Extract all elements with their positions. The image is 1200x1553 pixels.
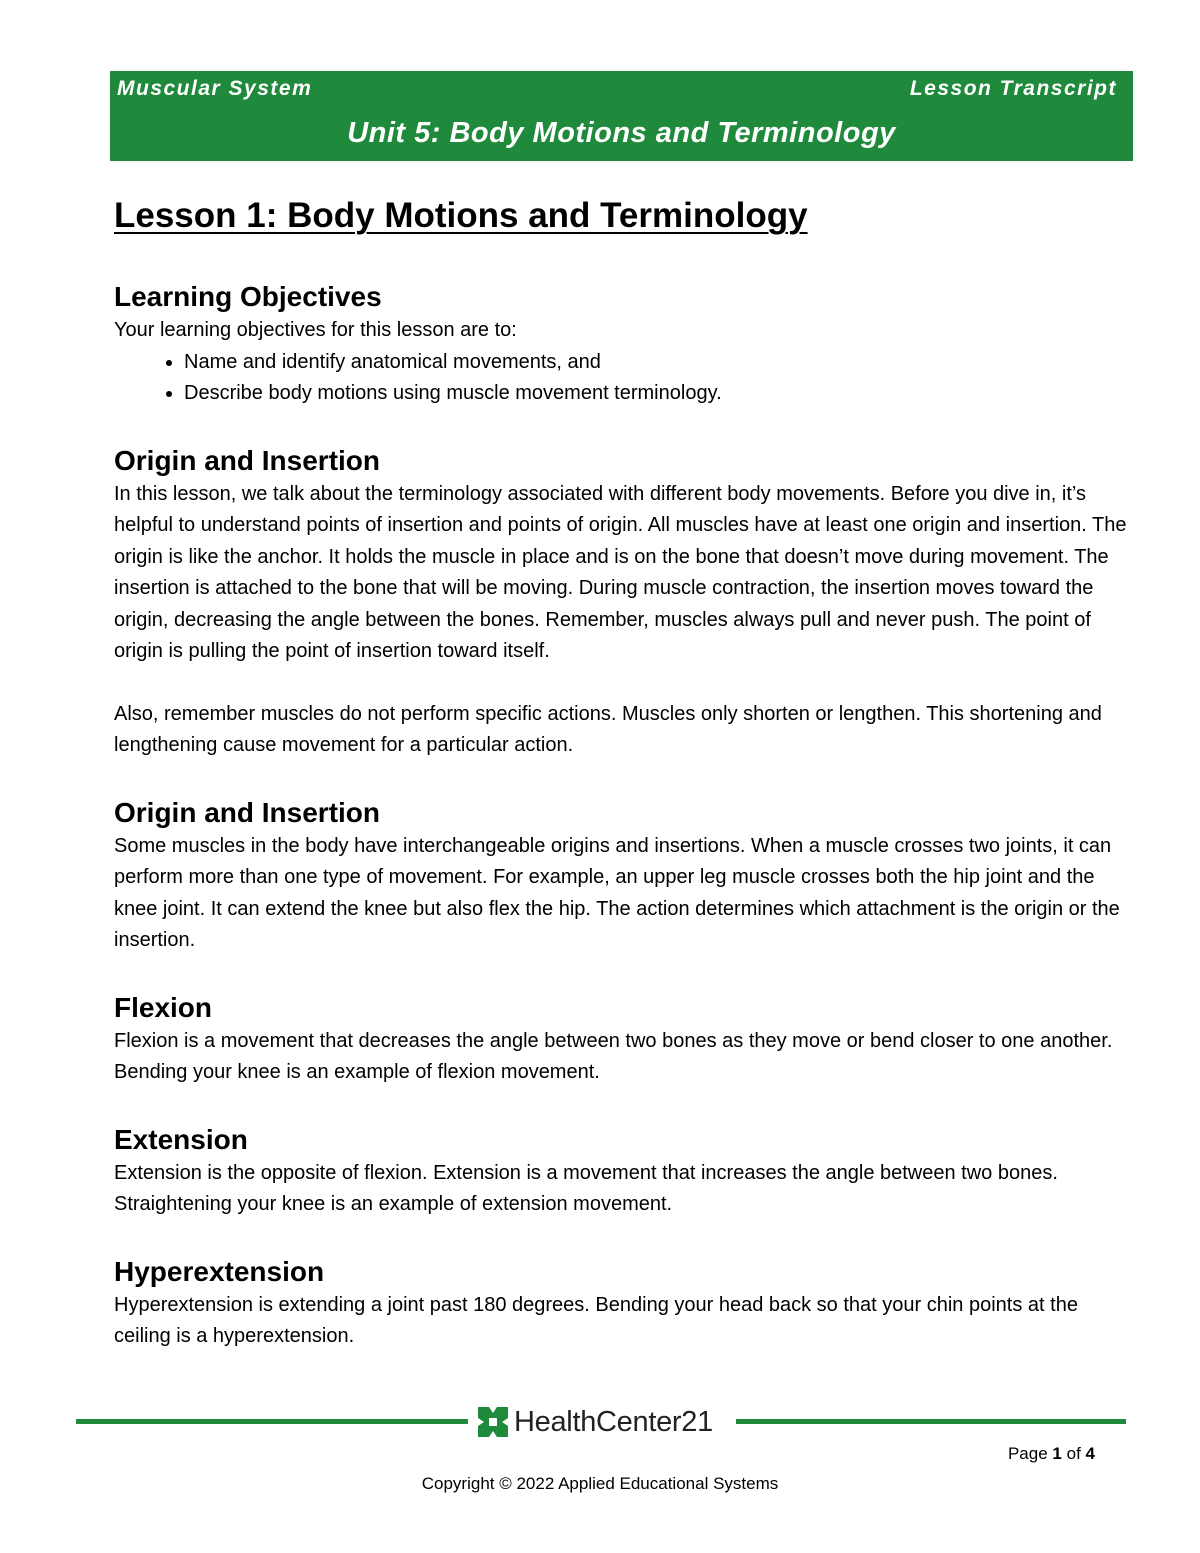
list-item: • Name and identify anatomical movements, and	[184, 347, 1129, 379]
objectives-intro: Your learning objectives for this lesson are to:	[114, 319, 517, 341]
section-paragraph: In this lesson, we talk about the terminology associated with different body movements. Before you dive in, it’s helpful to understand points of insertion and points of origin. All muscles have at least one origin and insertion. The origin is like the anchor. It holds the muscle in place and is on the bone that doesn’t move during movement. The insertion is attached to the bone that will be moving. During muscle contraction, the insertion moves toward the origin, decreasing the angle between the bones. Remember, muscles always pull and never push. The point of origin is pulling the point of insertion toward itself.	[114, 482, 1127, 662]
section-heading: Origin and Insertion	[114, 444, 381, 476]
objectives-list	[114, 347, 1129, 410]
course-name: Muscular System	[117, 77, 313, 100]
page-total: 4	[1085, 1444, 1095, 1463]
document-body	[114, 193, 1129, 1353]
page-number	[1008, 1444, 1095, 1464]
footer-divider	[736, 1419, 1126, 1424]
footer-divider	[76, 1419, 468, 1424]
section-heading: Flexion	[114, 991, 213, 1023]
objectives-heading: Learning Objectives	[114, 281, 382, 312]
healthcenter21-logo-icon	[478, 1407, 508, 1437]
section-paragraph: Extension is the opposite of flexion. Extension is a movement that increases the angle between two bones. Straightening your knee is an example of extension movement.	[114, 1161, 1058, 1215]
section-paragraph: Flexion is a movement that decreases the angle between two bones as they move or bend closer to one another. Bending your knee is an example of flexion movement.	[114, 1029, 1113, 1083]
section-heading: Extension	[114, 1123, 248, 1155]
section-paragraph: Some muscles in the body have interchangeable origins and insertions. When a muscle crosses two joints, it can perform more than one type of movement. For example, an upper leg muscle crosses both the hip joint and the knee joint. It can extend the knee but also flex the hip. The action determines which attachment is the origin or the insertion.	[114, 834, 1120, 951]
copyright: Copyright © 2022 Applied Educational Systems	[421, 1474, 779, 1493]
unit-title: Unit 5: Body Motions and Terminology	[347, 117, 896, 149]
logo-text: HealthCenter21	[514, 1405, 713, 1438]
section-heading: Hyperextension	[114, 1255, 325, 1287]
header-banner	[110, 71, 1133, 161]
section-paragraph: Hyperextension is extending a joint past 180 degrees. Bending your head back so that your chin points at the ceiling is a hyperextension.	[114, 1293, 1078, 1347]
footer-logo	[478, 1402, 713, 1442]
page-of: of	[1066, 1444, 1081, 1463]
document-type: Lesson Transcript	[909, 77, 1117, 100]
list-item: • Describe body motions using muscle movement terminology.	[184, 378, 1129, 410]
section-paragraph: Also, remember muscles do not perform specific actions. Muscles only shorten or lengthen. This shortening and lengthening cause movement for a particular action.	[114, 702, 1102, 756]
page-label: Page	[1007, 1444, 1048, 1463]
page-current: 1	[1052, 1444, 1062, 1463]
section-heading: Origin and Insertion	[114, 796, 381, 828]
lesson-title: Lesson 1: Body Motions and Terminology	[114, 196, 808, 235]
